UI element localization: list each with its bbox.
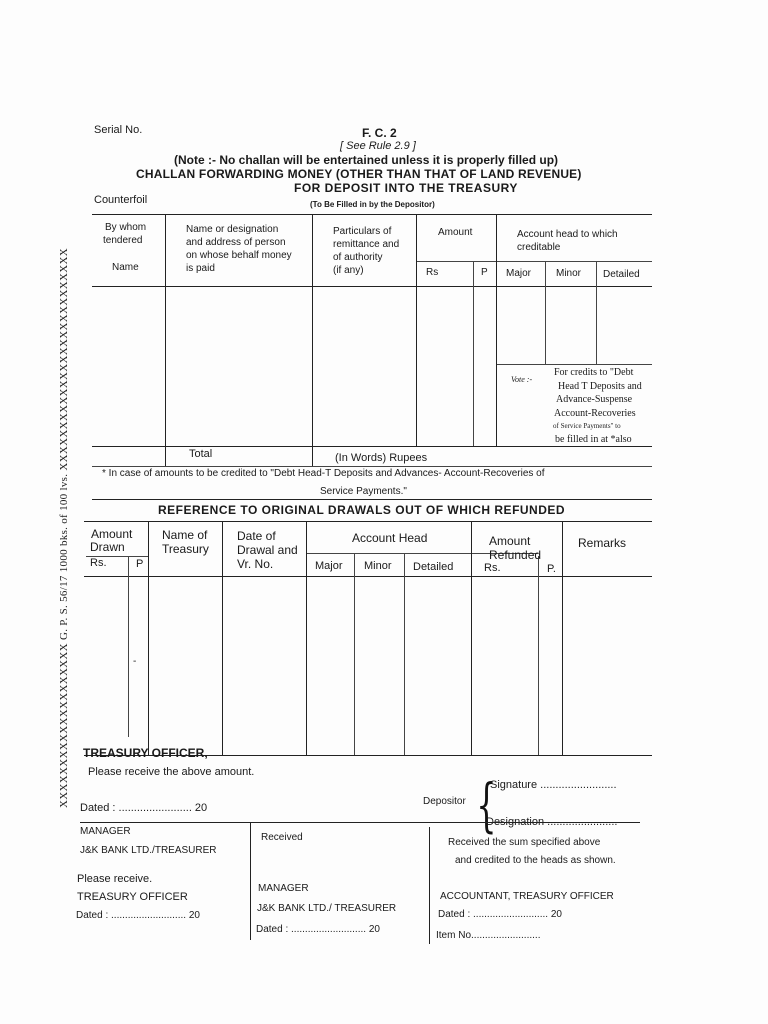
footer-col-div-1	[250, 822, 251, 940]
serial-no-label: Serial No.	[94, 124, 143, 136]
counterfoil-label: Counterfoil	[94, 194, 148, 206]
col-name-designation-line2: and address of person	[186, 237, 286, 248]
table2-col-div-rs-p	[128, 556, 129, 737]
vote-line6: be filled in at *also	[555, 434, 632, 445]
table2-title: REFERENCE TO ORIGINAL DRAWALS OUT OF WHICH REFUNDED	[158, 503, 566, 517]
table1-col-div-major-minor	[545, 261, 546, 364]
footnote-line1: * In case of amounts to be credited to "Debt Head-T Deposits and Advances- Account-Recoveries of	[102, 468, 545, 479]
col-t2-major: Major	[315, 560, 343, 572]
table1-col-div-1	[165, 214, 166, 466]
vote-label: Vote :-	[511, 375, 533, 384]
col-amount: Amount	[438, 227, 473, 238]
footer-top-border	[80, 822, 640, 823]
vote-line2: Head T Deposits and	[558, 381, 642, 392]
form-title-line1: CHALLAN FORWARDING MONEY (OTHER THAN THAT OF LAND REVENUE)	[136, 167, 582, 181]
total-label: Total	[189, 448, 213, 460]
dated-field-2[interactable]: Dated : ........................... 20	[76, 910, 200, 921]
col-amount-drawn-line2: Drawn	[90, 540, 125, 554]
table1-subheader-line	[416, 261, 652, 262]
vote-line1: For credits to "Debt	[554, 367, 634, 378]
col-t2-detailed: Detailed	[413, 561, 454, 573]
table2-col-div-5	[562, 521, 563, 755]
col-amount-drawn-line1: Amount	[91, 527, 133, 541]
col-name-of-treasury-line1: Name of	[162, 528, 208, 542]
col-amount-refunded-line1: Amount	[489, 534, 531, 548]
header-note: (Note :- No challan will be entertained unless it is properly filled up)	[174, 153, 559, 167]
col-name-of-treasury-line2: Treasury	[162, 542, 209, 556]
designation-field[interactable]: Designation .......................	[486, 816, 618, 828]
col-particulars-line4: (if any)	[333, 265, 364, 276]
manager-label-2: MANAGER	[258, 883, 309, 894]
footer-col-div-2	[429, 827, 430, 944]
col-by-whom-line1: By whom	[105, 222, 147, 233]
table1-col-div-2	[312, 214, 313, 466]
table1-col-div-minor-detailed	[596, 261, 597, 364]
vote-box-top	[496, 364, 652, 365]
dated-field-1[interactable]: Dated : ........................ 20	[80, 802, 208, 814]
col-t2-minor: Minor	[364, 560, 392, 572]
table2-dash-mark: -	[133, 656, 137, 667]
vote-line5: of Service Payments" to	[553, 422, 621, 430]
col-account-head-line2: creditable	[517, 242, 561, 253]
manager-label-1: MANAGER	[80, 826, 131, 837]
table1-header-bottom	[92, 286, 652, 287]
col-particulars-line2: remittance and	[333, 239, 400, 250]
col-date-drawal-line1: Date of	[237, 529, 276, 543]
col-amount-p: P	[481, 267, 488, 278]
table2-col-div-minor-detailed	[404, 553, 405, 755]
depositor-brace: {	[476, 771, 497, 839]
col-name-designation-line3: on whose behalf money	[186, 250, 292, 261]
col-amount-refunded-p: P.	[547, 563, 556, 575]
item-no-field[interactable]: Item No.........................	[436, 930, 541, 941]
col-name-designation-line1: Name or designation	[186, 224, 279, 235]
table2-col-div-major-minor	[354, 553, 355, 755]
col-minor: Minor	[556, 268, 582, 279]
table2-col-div-rs-p2	[538, 556, 539, 755]
signature-field[interactable]: Signature .........................	[490, 779, 617, 791]
dated-field-3[interactable]: Dated : ........................... 20	[256, 924, 380, 935]
col-amount-drawn-p: P	[136, 558, 144, 570]
filled-by-note: (To Be Filled in by the Depositor)	[310, 200, 435, 209]
vote-line3: Advance-Suspense	[556, 394, 633, 405]
rule-reference: [ See Rule 2.9 ]	[340, 140, 416, 152]
table1-col-div-4	[496, 214, 497, 446]
dated-field-4[interactable]: Dated : ........................... 20	[438, 909, 562, 920]
col-date-drawal-line2: Drawal and	[237, 543, 298, 557]
please-receive-2: Please receive.	[77, 873, 153, 885]
treasury-officer-heading: TREASURY OFFICER,	[83, 746, 208, 760]
table1-col-div-rs-p	[473, 261, 474, 446]
form-code: F. C. 2	[362, 126, 397, 140]
table2-col-div-2	[222, 521, 223, 755]
received-label: Received	[261, 832, 303, 843]
table2-col-div-3	[306, 521, 307, 755]
accountant-treasury-officer-label: ACCOUNTANT, TREASURY OFFICER	[440, 891, 614, 902]
side-print-text: XXXXXXXXXXXXXXXXXXXX G. P. S. 56/17 1000 bks. of 100 lvs. XXXXXXXXXXXXXXXXXXXXXXXXXXX	[58, 248, 70, 808]
side-print-strip	[56, 128, 72, 928]
table1-body-bottom	[92, 446, 652, 447]
treasury-officer-label-2: TREASURY OFFICER	[77, 891, 188, 903]
table2-col-div-1	[148, 521, 149, 755]
col-particulars-line1: Particulars of	[333, 226, 392, 237]
col-date-drawal-line3: Vr. No.	[237, 557, 274, 571]
col-remarks: Remarks	[578, 536, 627, 550]
table2-top-border	[84, 521, 652, 522]
please-receive-text: Please receive the above amount.	[88, 766, 255, 778]
footnote-line2: Service Payments."	[320, 486, 407, 497]
col-account-head-line1: Account head to which	[517, 229, 618, 240]
col-by-whom-line2: tendered	[103, 235, 143, 246]
col-major: Major	[506, 268, 532, 279]
table1-col-div-3	[416, 214, 417, 446]
bank-treasurer-label-1: J&K BANK LTD./TREASURER	[80, 845, 217, 856]
bank-treasurer-label-2: J&K BANK LTD./ TREASURER	[257, 903, 397, 914]
received-sum-line2: and credited to the heads as shown.	[455, 855, 616, 866]
col-name-designation-line4: is paid	[186, 263, 215, 274]
received-sum-line1: Received the sum specified above	[448, 837, 601, 848]
table2-title-top	[92, 499, 652, 500]
col-amount-refunded-line2: Refunded	[489, 548, 542, 562]
table1-total-bottom	[92, 466, 652, 467]
col-particulars-line3: of authority	[333, 252, 383, 263]
table1-top-border	[92, 214, 652, 215]
depositor-label: Depositor	[423, 796, 466, 807]
col-name: Name	[112, 262, 139, 273]
col-amount-drawn-rs: Rs.	[90, 557, 107, 569]
form-title-line2: FOR DEPOSIT INTO THE TREASURY	[294, 181, 518, 195]
in-words-label: (In Words) Rupees	[335, 452, 428, 464]
table2-col-div-4	[471, 521, 472, 755]
vote-line4: Account-Recoveries	[554, 408, 636, 419]
col-amount-rs: Rs	[426, 267, 439, 278]
table2-header-bottom	[84, 576, 652, 577]
col-account-head: Account Head	[352, 531, 428, 545]
col-detailed: Detailed	[603, 269, 640, 280]
col-amount-refunded-rs: Rs.	[484, 562, 501, 574]
